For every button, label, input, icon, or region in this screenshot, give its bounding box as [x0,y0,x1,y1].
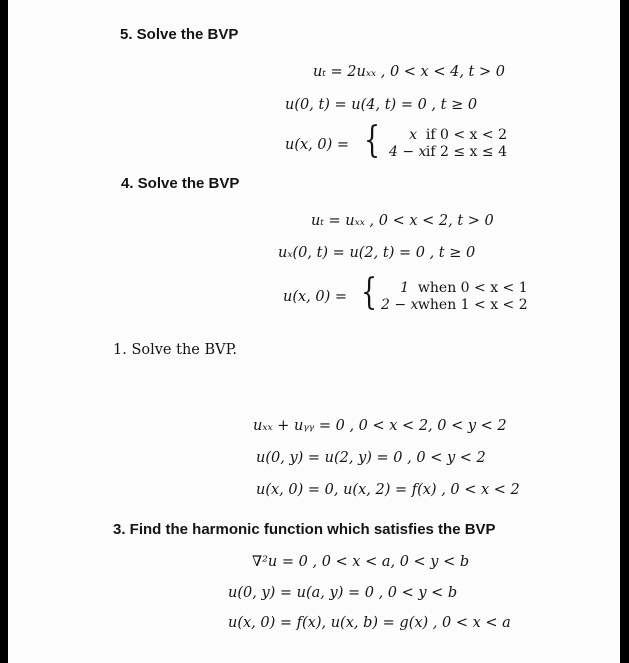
problem-1-heading: 1. Solve the BVP. [113,342,238,358]
problem-5-pde: uₜ = 2uₓₓ , 0 < x < 4, t > 0 [313,64,505,80]
problem-4-boundary-condition: uₓ(0, t) = u(2, t) = 0 , t ≥ 0 [278,245,476,261]
problem-3-pde: ∇²u = 0 , 0 < x < a, 0 < y < b [252,554,470,570]
problem-3-heading: 3. Find the harmonic function which satisfies the BVP [113,521,496,538]
problem-4-case2-expr: 2 − x [381,297,419,313]
document-page [8,0,620,663]
problem-5-heading: 5. Solve the BVP [120,26,239,43]
problem-4-brace: { [361,272,378,313]
problem-5-cases [389,127,507,161]
problem-5-brace: { [364,120,381,161]
problem-4-cases [381,280,528,314]
problem-4-case2-cond: when 1 < x < 2 [417,297,528,313]
problem-4-pde: uₜ = uₓₓ , 0 < x < 2, t > 0 [311,213,494,229]
problem-4-heading: 4. Solve the BVP [121,175,240,192]
problem-5-ic-lhs: u(x, 0) = [285,137,350,153]
problem-3-boundary-condition-y: u(x, 0) = f(x), u(x, b) = g(x) , 0 < x < a [228,615,511,631]
problem-3-boundary-condition-x: u(0, y) = u(a, y) = 0 , 0 < y < b [228,585,458,601]
problem-4-ic-lhs: u(x, 0) = [283,289,348,305]
problem-1-pde: uₓₓ + uᵧᵧ = 0 , 0 < x < 2, 0 < y < 2 [253,418,507,434]
problem-5-case1-expr: x [409,127,417,143]
problem-4-case1-expr: 1 [400,280,409,296]
problem-5-case2-cond: if 2 ≤ x ≤ 4 [425,144,507,160]
problem-5-boundary-condition: u(0, t) = u(4, t) = 0 , t ≥ 0 [285,97,478,113]
problem-1-boundary-condition-x: u(0, y) = u(2, y) = 0 , 0 < y < 2 [256,450,486,466]
problem-5-case2-expr: 4 − x [389,144,427,160]
problem-5-case1-cond: if 0 < x < 2 [425,127,507,143]
problem-1-boundary-condition-y: u(x, 0) = 0, u(x, 2) = f(x) , 0 < x < 2 [256,482,520,498]
problem-4-case1-cond: when 0 < x < 1 [417,280,528,296]
